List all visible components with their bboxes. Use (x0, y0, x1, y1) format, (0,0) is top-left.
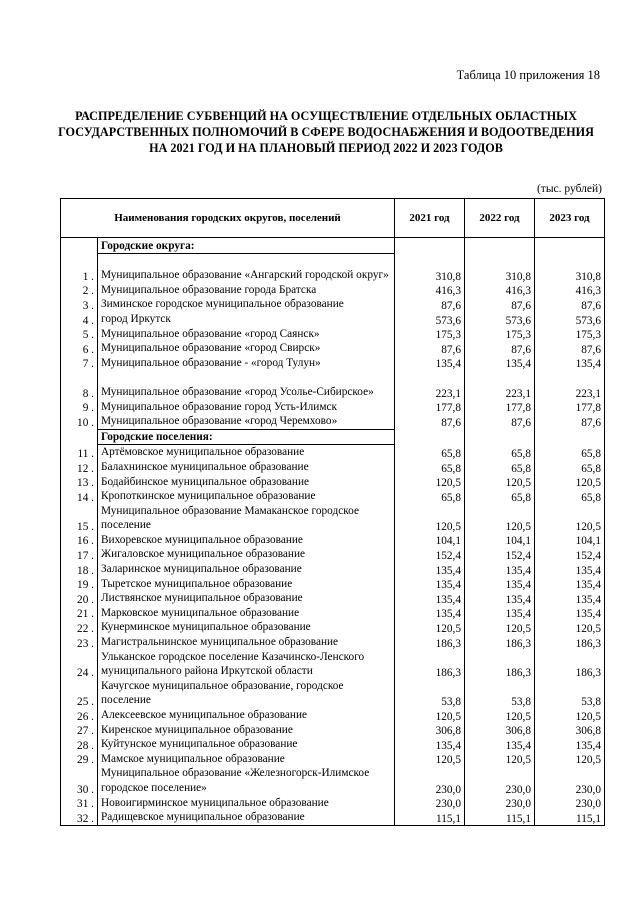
column-header-2023: 2023 год (535, 199, 605, 238)
value-2021: 175,3 (395, 327, 465, 342)
value-2023: 573,6 (535, 312, 605, 327)
value-2021: 120,5 (395, 504, 465, 533)
table-row (61, 253, 605, 283)
value-2022: 120,5 (465, 504, 535, 533)
row-index: 6 . (61, 341, 98, 356)
table-row (61, 810, 605, 825)
table-row (61, 737, 605, 752)
table-row (61, 460, 605, 475)
row-index: 13 . (61, 475, 98, 490)
value-2023: 223,1 (535, 370, 605, 399)
row-name: Балахнинское муниципальное образование (98, 460, 395, 475)
value-2022: 310,8 (465, 253, 535, 283)
row-name: Муниципальное образование «город Черемхово» (98, 414, 395, 429)
value-2021: 120,5 (395, 708, 465, 723)
value-2023: 416,3 (535, 283, 605, 298)
row-index: 18 . (61, 562, 98, 577)
row-name: Жигаловское муниципальное образование (98, 547, 395, 562)
value-2023: 120,5 (535, 752, 605, 767)
value-2021: 135,4 (395, 591, 465, 606)
group-label: Городские поселения: (98, 429, 395, 445)
value-2022: 230,0 (465, 766, 535, 795)
row-name: Муниципальное образование «город Усолье-Сибирское» (98, 370, 395, 399)
value-2021: 120,5 (395, 620, 465, 635)
value-2022: 120,5 (465, 752, 535, 767)
table-row (61, 562, 605, 577)
value-2023: 177,8 (535, 400, 605, 415)
table-row (61, 327, 605, 342)
table-row (61, 341, 605, 356)
value-2022: 135,4 (465, 591, 535, 606)
value-2021: 135,4 (395, 577, 465, 592)
row-index: 29 . (61, 752, 98, 767)
table-row (61, 356, 605, 371)
value-2022: 135,4 (465, 577, 535, 592)
row-index: 17 . (61, 547, 98, 562)
value-2022: 87,6 (465, 341, 535, 356)
table-row (61, 400, 605, 415)
value-2022: 120,5 (465, 620, 535, 635)
value-2023: 230,0 (535, 796, 605, 811)
row-name: Кропоткинское муниципальное образование (98, 489, 395, 504)
row-name: Бодайбинское муниципальное образование (98, 475, 395, 490)
value-2023: 135,4 (535, 356, 605, 371)
value-2022: 65,8 (465, 489, 535, 504)
row-name: Ульканское городское поселение Казачинско-Ленского муниципального района Иркутской области (98, 650, 395, 679)
value-2023: 135,4 (535, 606, 605, 621)
row-name: Муниципальное образование город Усть-Илимск (98, 400, 395, 415)
value-2023: 135,4 (535, 562, 605, 577)
value-2022: 152,4 (465, 547, 535, 562)
value-2023: 65,8 (535, 460, 605, 475)
subsidy-table (60, 198, 605, 826)
value-2023: 87,6 (535, 297, 605, 312)
row-index: 16 . (61, 533, 98, 548)
row-index: 19 . (61, 577, 98, 592)
empty-cell (535, 429, 605, 445)
value-2023: 186,3 (535, 635, 605, 650)
table-row (61, 752, 605, 767)
empty-cell (395, 238, 465, 254)
value-2022: 104,1 (465, 533, 535, 548)
value-2023: 104,1 (535, 533, 605, 548)
row-index: 31 . (61, 796, 98, 811)
row-name: Магистральнинское муниципальное образование (98, 635, 395, 650)
value-2021: 230,0 (395, 766, 465, 795)
row-index: 23 . (61, 635, 98, 650)
value-2021: 135,4 (395, 356, 465, 371)
value-2022: 416,3 (465, 283, 535, 298)
row-index: 12 . (61, 460, 98, 475)
title-line-1: РАСПРЕДЕЛЕНИЕ СУБВЕНЦИЙ НА ОСУЩЕСТВЛЕНИЕ ОТДЕЛЬНЫХ ОБЛАСТНЫХ (75, 109, 577, 123)
row-index: 11 . (61, 445, 98, 460)
row-index: 15 . (61, 504, 98, 533)
value-2023: 115,1 (535, 810, 605, 825)
value-2023: 230,0 (535, 766, 605, 795)
value-2021: 120,5 (395, 475, 465, 490)
row-name: Куйтунское муниципальное образование (98, 737, 395, 752)
table-row (61, 283, 605, 298)
value-2021: 573,6 (395, 312, 465, 327)
table-body (61, 238, 605, 826)
table-row (61, 577, 605, 592)
row-index: 1 . (61, 253, 98, 283)
row-index: 2 . (61, 283, 98, 298)
table-row (61, 475, 605, 490)
row-index: 32 . (61, 810, 98, 825)
row-name: Мамское муниципальное образование (98, 752, 395, 767)
column-header-2022: 2022 год (465, 199, 535, 238)
table-group-row (61, 429, 605, 445)
value-2022: 186,3 (465, 650, 535, 679)
table-row (61, 312, 605, 327)
value-2021: 87,6 (395, 414, 465, 429)
value-2022: 573,6 (465, 312, 535, 327)
value-2021: 223,1 (395, 370, 465, 399)
table-row (61, 489, 605, 504)
table-row (61, 533, 605, 548)
value-2022: 135,4 (465, 606, 535, 621)
value-2023: 175,3 (535, 327, 605, 342)
row-name: Кунерминское муниципальное образование (98, 620, 395, 635)
row-index: 28 . (61, 737, 98, 752)
table-row (61, 635, 605, 650)
table-row (61, 708, 605, 723)
value-2022: 65,8 (465, 445, 535, 460)
value-2021: 177,8 (395, 400, 465, 415)
column-header-name: Наименования городских округов, поселений (61, 199, 395, 238)
row-name: Муниципальное образование «Железногорск-Илимское городское поселение» (98, 766, 395, 795)
table-row (61, 796, 605, 811)
empty-cell (465, 429, 535, 445)
row-index: 30 . (61, 766, 98, 795)
value-2022: 65,8 (465, 460, 535, 475)
title-line-2: ГОСУДАРСТВЕННЫХ ПОЛНОМОЧИЙ В СФЕРЕ ВОДОСНАБЖЕНИЯ И ВОДООТВЕДЕНИЯ (58, 125, 594, 139)
appendix-label: Таблица 10 приложения 18 (456, 68, 600, 82)
value-2021: 87,6 (395, 297, 465, 312)
row-index: 8 . (61, 370, 98, 399)
table-row (61, 297, 605, 312)
row-name: Муниципальное образование Мамаканское городское поселение (98, 504, 395, 533)
value-2021: 120,5 (395, 752, 465, 767)
value-2022: 87,6 (465, 414, 535, 429)
row-name: Радищевское муниципальное образование (98, 810, 395, 825)
value-2022: 120,5 (465, 708, 535, 723)
row-name: Заларинское муниципальное образование (98, 562, 395, 577)
value-2022: 230,0 (465, 796, 535, 811)
value-2021: 87,6 (395, 341, 465, 356)
value-2021: 135,4 (395, 606, 465, 621)
value-2022: 135,4 (465, 356, 535, 371)
row-name: Листвянское муниципальное образование (98, 591, 395, 606)
value-2023: 87,6 (535, 341, 605, 356)
row-name: Муниципальное образование - «город Тулун» (98, 356, 395, 371)
row-index: 24 . (61, 650, 98, 679)
value-2021: 230,0 (395, 796, 465, 811)
row-name: Новоигирминское муниципальное образование (98, 796, 395, 811)
row-index: 3 . (61, 297, 98, 312)
row-index: 10 . (61, 414, 98, 429)
table-header-row (61, 199, 605, 238)
table-row (61, 414, 605, 429)
row-name: Вихоревское муниципальное образование (98, 533, 395, 548)
value-2023: 135,4 (535, 737, 605, 752)
value-2023: 135,4 (535, 577, 605, 592)
value-2021: 186,3 (395, 650, 465, 679)
value-2021: 306,8 (395, 723, 465, 738)
value-2023: 120,5 (535, 708, 605, 723)
value-2022: 87,6 (465, 297, 535, 312)
row-name: Качугское муниципальное образование, городское поселение (98, 679, 395, 708)
value-2021: 65,8 (395, 460, 465, 475)
row-index: 26 . (61, 708, 98, 723)
table-row (61, 591, 605, 606)
row-name: Киренское муниципальное образование (98, 723, 395, 738)
value-2021: 186,3 (395, 635, 465, 650)
value-2023: 87,6 (535, 414, 605, 429)
value-2022: 306,8 (465, 723, 535, 738)
units-label: (тыс. рублей) (536, 183, 602, 195)
table-group-row (61, 238, 605, 254)
row-index: 20 . (61, 591, 98, 606)
table-row (61, 606, 605, 621)
group-index-cell (61, 429, 98, 445)
value-2022: 175,3 (465, 327, 535, 342)
group-label: Городские округа: (98, 238, 395, 254)
value-2023: 120,5 (535, 504, 605, 533)
value-2023: 310,8 (535, 253, 605, 283)
value-2022: 223,1 (465, 370, 535, 399)
value-2023: 120,5 (535, 475, 605, 490)
table-row (61, 650, 605, 679)
value-2022: 115,1 (465, 810, 535, 825)
value-2023: 135,4 (535, 591, 605, 606)
empty-cell (465, 238, 535, 254)
value-2021: 65,8 (395, 489, 465, 504)
value-2023: 65,8 (535, 445, 605, 460)
table-row (61, 766, 605, 795)
row-name: Марковское муниципальное образование (98, 606, 395, 621)
value-2022: 186,3 (465, 635, 535, 650)
row-name: Муниципальное образование «город Свирск» (98, 341, 395, 356)
value-2021: 65,8 (395, 445, 465, 460)
value-2023: 53,8 (535, 679, 605, 708)
value-2021: 152,4 (395, 547, 465, 562)
row-index: 7 . (61, 356, 98, 371)
row-index: 14 . (61, 489, 98, 504)
value-2021: 135,4 (395, 562, 465, 577)
row-index: 4 . (61, 312, 98, 327)
value-2022: 177,8 (465, 400, 535, 415)
group-index-cell (61, 238, 98, 254)
empty-cell (395, 429, 465, 445)
row-name: Тыретское муниципальное образование (98, 577, 395, 592)
value-2021: 416,3 (395, 283, 465, 298)
table-row (61, 547, 605, 562)
value-2022: 135,4 (465, 737, 535, 752)
table-row (61, 679, 605, 708)
table-row (61, 620, 605, 635)
table-row (61, 445, 605, 460)
value-2023: 120,5 (535, 620, 605, 635)
row-name: город Иркутск (98, 312, 395, 327)
row-name: Алексеевское муниципальное образование (98, 708, 395, 723)
row-index: 27 . (61, 723, 98, 738)
row-name: Муниципальное образование «Ангарский городской округ» (98, 253, 395, 283)
empty-cell (535, 238, 605, 254)
column-header-2021: 2021 год (395, 199, 465, 238)
row-index: 21 . (61, 606, 98, 621)
value-2021: 135,4 (395, 737, 465, 752)
row-index: 25 . (61, 679, 98, 708)
value-2023: 152,4 (535, 547, 605, 562)
table-row (61, 723, 605, 738)
table-row (61, 370, 605, 399)
value-2021: 310,8 (395, 253, 465, 283)
row-index: 22 . (61, 620, 98, 635)
value-2021: 53,8 (395, 679, 465, 708)
document-title (40, 108, 612, 156)
row-name: Муниципальное образование города Братска (98, 283, 395, 298)
row-index: 9 . (61, 400, 98, 415)
value-2021: 104,1 (395, 533, 465, 548)
value-2022: 135,4 (465, 562, 535, 577)
table-row (61, 504, 605, 533)
value-2023: 186,3 (535, 650, 605, 679)
value-2021: 115,1 (395, 810, 465, 825)
row-name: Зиминское городское муниципальное образование (98, 297, 395, 312)
row-name: Муниципальное образование «город Саянск» (98, 327, 395, 342)
row-index: 5 . (61, 327, 98, 342)
value-2022: 120,5 (465, 475, 535, 490)
title-line-3: НА 2021 ГОД И НА ПЛАНОВЫЙ ПЕРИОД 2022 И 2023 ГОДОВ (149, 141, 503, 155)
value-2023: 65,8 (535, 489, 605, 504)
value-2023: 306,8 (535, 723, 605, 738)
value-2022: 53,8 (465, 679, 535, 708)
row-name: Артёмовское муниципальное образование (98, 445, 395, 460)
